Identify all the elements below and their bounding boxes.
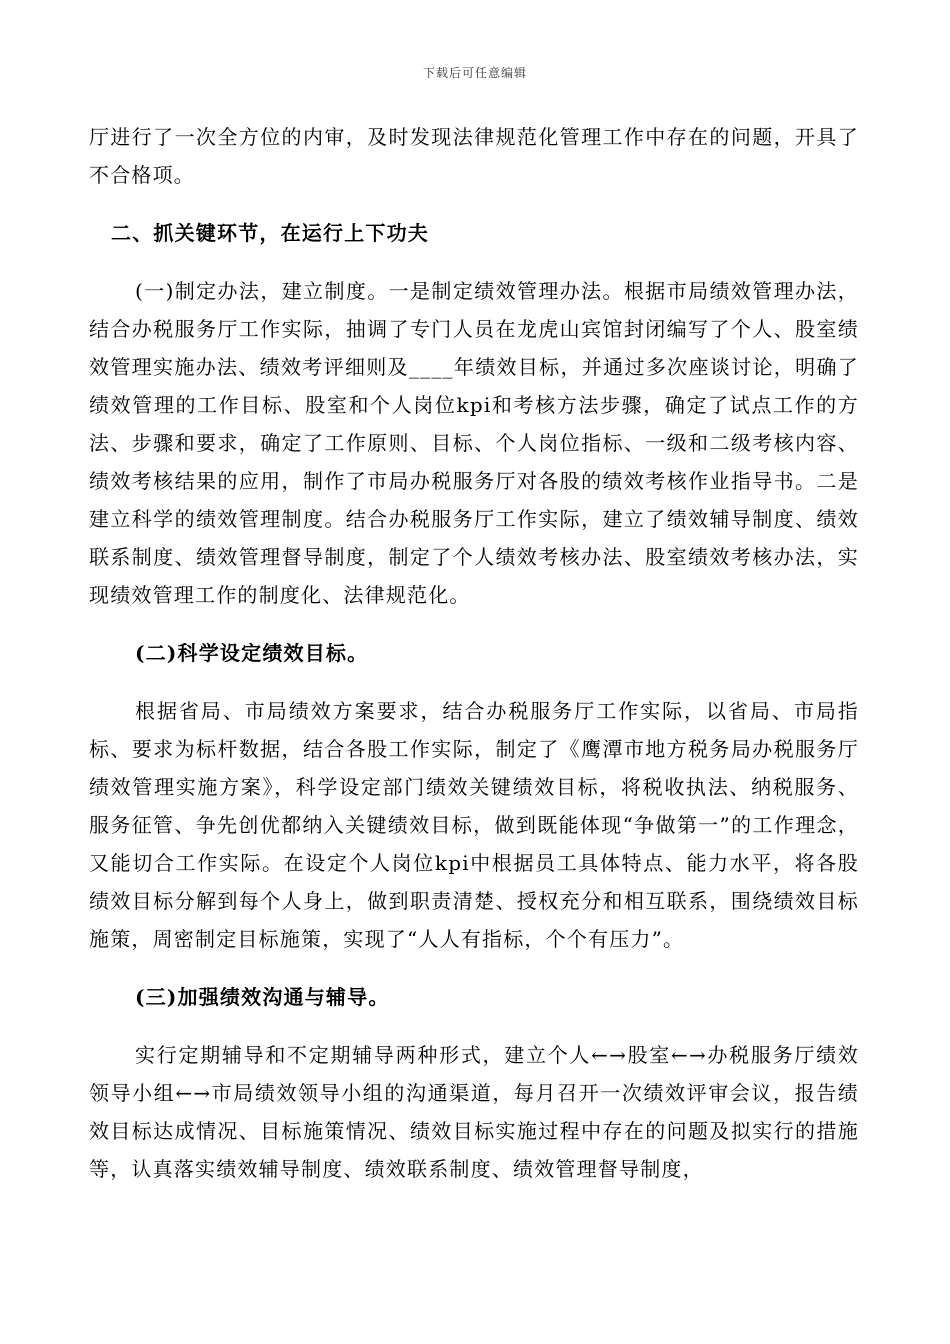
section-heading: 二、抓关键环节，在运行上下功夫 (111, 221, 429, 245)
subsection-heading-3: (三)加强绩效沟通与辅导。 (135, 985, 390, 1009)
paragraph-communication: 实行定期辅导和不定期辅导两种形式，建立个人←→股室←→办税服务厅绩效领导小组←→市局绩效领导小组的沟通渠道，每月召开一次绩效评审会议，报告绩效目标达成情况、目标施策情况、绩效目标实施过程中存在的问题及拟实行的措施等，认真落实绩效辅导制度、绩效联系制度、绩效管理督导制度， (89, 1043, 859, 1181)
paragraph-targets: 根据省局、市局绩效方案要求，结合办税服务厅工作实际，以省局、市局指标、要求为标杆数据，结合各股工作实际，制定了《鹰潭市地方税务局办税服务厅绩效管理实施方案》，科学设定部门绩效关键绩效目标，将税收执法、纳税服务、服务征管、争先创优都纳入关键绩效目标，做到既能体现“争做第一”的工作理念，又能切合工作实际。在设定个人岗位kpi中根据员工具体特点、能力水平，将各股绩效目标分解到每个人身上，做到职责清楚、授权充分和相互联系，围绕绩效目标施策，周密制定目标施策，实现了“人人有指标，个个有压力”。 (89, 699, 859, 951)
paragraph-methods: (一)制定办法，建立制度。一是制定绩效管理办法。根据市局绩效管理办法，结合办税服务厅工作实际，抽调了专门人员在龙虎山宾馆封闭编写了个人、股室绩效管理实施办法、绩效考评细则及____年绩效目标，并通过多次座谈讨论，明确了绩效管理的工作目标、股室和个人岗位kpi和考核方法步骤，确定了试点工作的方法、步骤和要求，确定了工作原则、目标、个人岗位指标、一级和二级考核内容、绩效考核结果的应用，制作了市局办税服务厅对各股的绩效考核作业指导书。二是建立科学的绩效管理制度。结合办税服务厅工作实际，建立了绩效辅导制度、绩效联系制度、绩效管理督导制度，制定了个人绩效考核办法、股室绩效考核办法，实现绩效管理工作的制度化、法律规范化。 (89, 279, 859, 607)
page-header: 下载后可任意编辑 (422, 66, 527, 80)
subsection-heading-2: (二)科学设定绩效目标。 (135, 641, 369, 665)
document-body (89, 118, 859, 1208)
paragraph-continuation: 厅进行了一次全方位的内审，及时发现法律规范化管理工作中存在的问题，开具了不合格项。 (89, 125, 859, 187)
